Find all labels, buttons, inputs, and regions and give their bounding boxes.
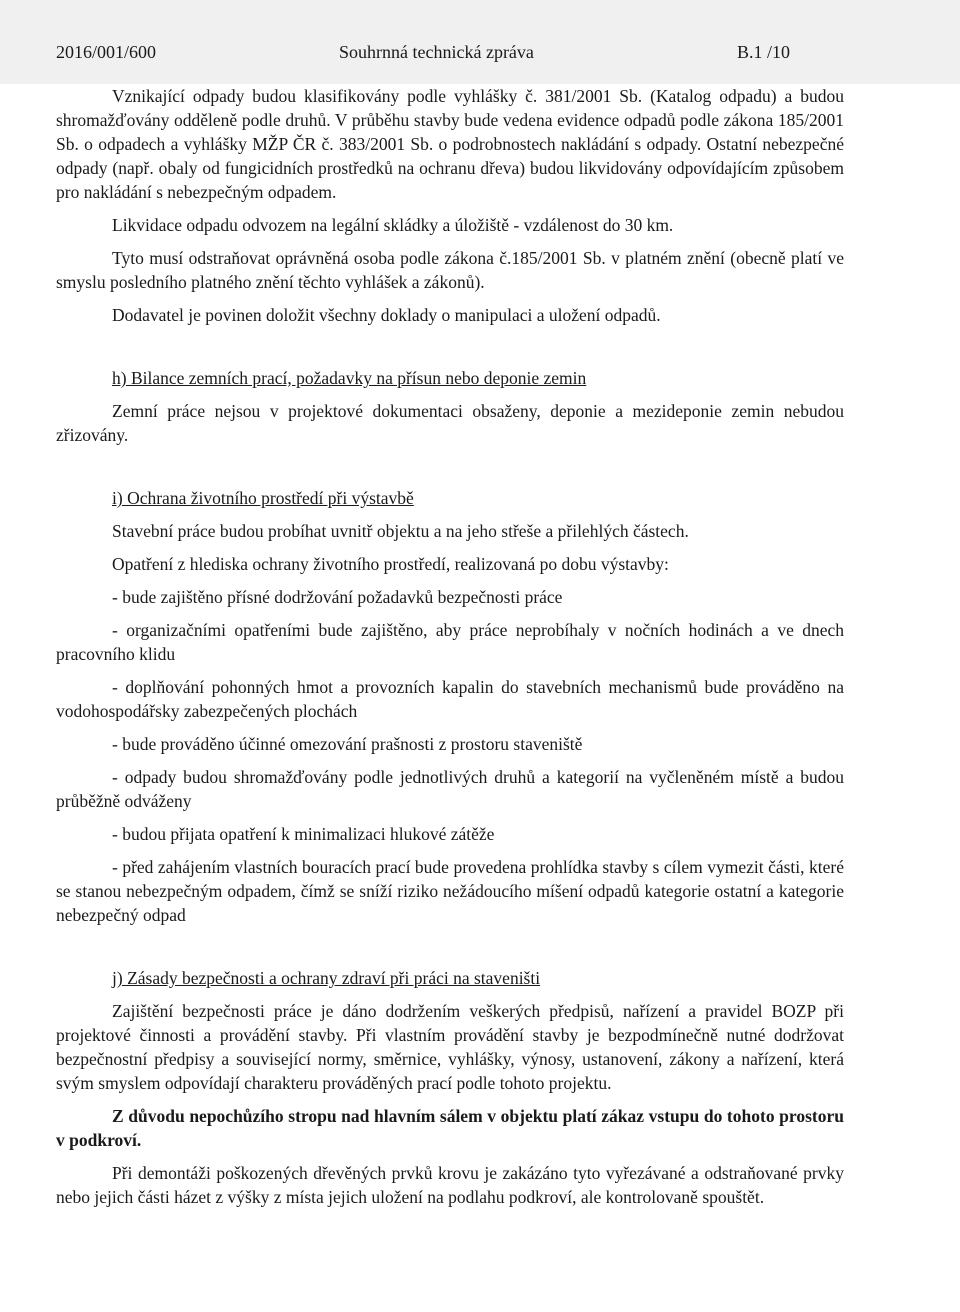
list-item: - doplňování pohonných hmot a provozních kapalin do stavebních mechanismů bude prováděno na vodohospodářsky zabezpečených plochách	[56, 677, 844, 721]
list-item: - budou přijata opatření k minimalizaci hlukové zátěže	[112, 824, 495, 844]
list-item: - organizačními opatřeními bude zajištěno, aby práce neprobíhaly v nočních hodinách a ve dnech pracovního klidu	[56, 620, 844, 664]
section-heading-j: j) Zásady bezpečnosti a ochrany zdraví při práci na staveništi	[112, 968, 541, 988]
list-item: - bude zajištěno přísné dodržování požadavků bezpečnosti práce	[112, 587, 563, 607]
list-item: - bude prováděno účinné omezování prašnosti z prostoru staveniště	[112, 734, 583, 754]
paragraph-dismantling: Při demontáži poškozených dřevěných prvků krovu je zakázáno tyto vyřezávané a odstraňované prvky nebo jejich části házet z výšky z místa jejich uložení na podlahu podkroví, ale kontrolovaně spouštět.	[56, 1163, 844, 1207]
paragraph-measures-intro: Opatření z hlediska ochrany životního prostředí, realizovaná po dobu výstavby:	[112, 554, 669, 574]
paragraph-authorized-person: Tyto musí odstraňovat oprávněná osoba podle zákona č.185/2001 Sb. v platném znění (obecně platí ve smyslu posledního platného znění těchto vyhlášek a zákonů).	[56, 248, 844, 292]
paragraph-supplier-documents: Dodavatel je povinen doložit všechny doklady o manipulaci a uložení odpadů.	[112, 305, 661, 325]
paragraph-waste-disposal: Likvidace odpadu odvozem na legální skládky a úložiště - vzdálenost do 30 km.	[112, 215, 674, 235]
paragraph-access-prohibition: Z důvodu nepochůzího stropu nad hlavním sálem v objektu platí zákaz vstupu do tohoto prostoru v podkroví.	[56, 1106, 844, 1150]
document-title: Souhrnná technická zpráva	[339, 42, 534, 62]
paragraph-safety-rules: Zajištění bezpečnosti práce je dáno dodržením veškerých předpisů, nařízení a pravidel BOZP při projektové činnosti a provádění stavby. Při vlastním provádění stavby je bezpodmínečně nutné dodržovat bezpečnostní předpisy a související normy, směrnice, vyhlášky, výnosy, ustanovení, zákony a nařízení, která svým smyslem odpovídají charakteru prováděných prací podle tohoto projektu.	[56, 1001, 844, 1093]
list-item: - odpady budou shromažďovány podle jednotlivých druhů a kategorií na vyčleněném místě a budou průběžně odváženy	[56, 767, 844, 811]
document-body	[56, 84, 844, 1209]
page-header	[0, 0, 960, 84]
paragraph-earthworks: Zemní práce nejsou v projektové dokumentaci obsaženy, deponie a mezideponie zemin nebudou zřizovány.	[56, 401, 844, 445]
section-heading-h: h) Bilance zemních prací, požadavky na přísun nebo deponie zemin	[112, 368, 587, 388]
paragraph-waste-classification: Vznikající odpady budou klasifikovány podle vyhlášky č. 381/2001 Sb. (Katalog odpadu) a budou shromažďovány odděleně podle druhů. V průběhu stavby bude vedena evidence odpadů podle zákona 185/2001 Sb. o odpadech a vyhlášky MŽP ČR č. 383/2001 Sb. o podrobnostech nakládání s odpady. Ostatní nebezpečné odpady (např. obaly od fungicidních prostředků na ochranu dřeva) budou likvidovány odpovídajícím způsobem pro nakládání s nebezpečným odpadem.	[56, 86, 844, 202]
list-item: - před zahájením vlastních bouracích prací bude provedena prohlídka stavby s cílem vymezit části, které se stanou nebezpečným odpadem, čímž se sníží riziko nežádoucího míšení odpadů kategorie ostatní a kategorie nebezpečný odpad	[56, 857, 844, 925]
paragraph-construction-works: Stavební práce budou probíhat uvnitř objektu a na jeho střeše a přilehlých částech.	[112, 521, 689, 541]
section-heading-i: i) Ochrana životního prostředí při výstavbě	[112, 488, 414, 508]
document-number: 2016/001/600	[56, 42, 157, 62]
page-number: B.1 /10	[737, 42, 791, 62]
